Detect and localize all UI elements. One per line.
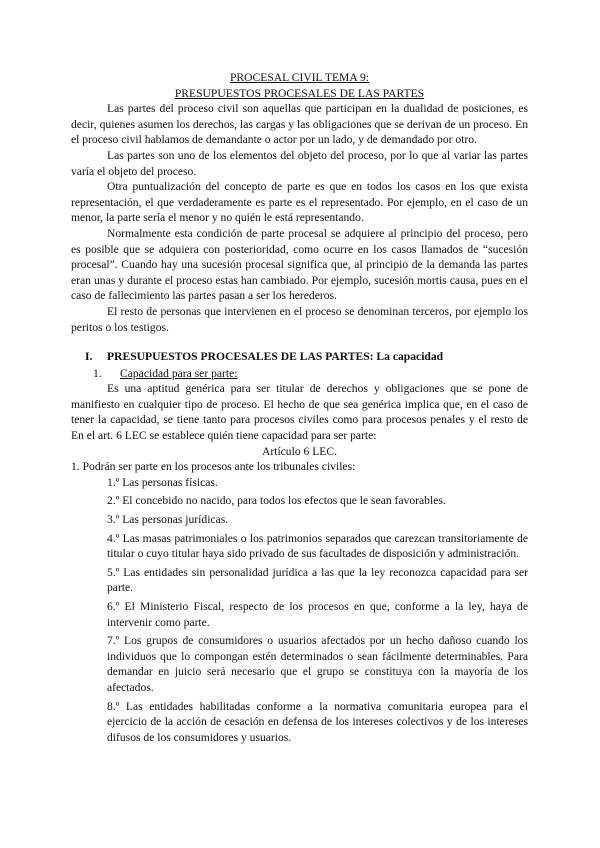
doc-title-line1: PROCESAL CIVIL TEMA 9: — [229, 71, 370, 84]
paragraph-3: Otra puntualización del concepto de parte es que en todos los casos en los que exista representación, el que verdaderamente es parte es el representado. Por ejemplo, en el caso de un menor, la parte sería el menor y no quién le está representando. — [71, 180, 528, 225]
subsection-title: Capacidad para ser parte: — [120, 366, 238, 380]
list-item: 8.º Las entidades habilitadas conforme a la normativa comunitaria europea para el ejercicio de la acción de cesación en defensa de los intereses colectivos y de los intereses difusos de los consumidores y usuarios. — [107, 699, 528, 744]
section-number: I. — [85, 350, 93, 364]
article-intro: 1. Podrán ser parte en los procesos ante los tribunales civiles: — [71, 460, 356, 474]
paragraph-4: Normalmente esta condición de parte procesal se adquiere al principio del proceso, pero es posible que se adquiera con posterioridad, como ocurre en los casos llamados de “sucesión procesal”. Cuando hay una sucesión procesal significa que, al principio de la demanda las partes eran unas y durante el proceso estas han cambiado. Por ejemplo, sucesión mortis causa, pues en el caso de fallecimiento las partes pasan a ser los herederos. — [71, 226, 528, 303]
subsection-paragraph: Es una aptitud genérica para ser titular de derechos y obligaciones que se pone de manifiesto en cualquier tipo de proceso. El hecho de que sea genérica implica que, en el caso de tener la capacidad, se tiene tanto para procesos civiles como para procesos penales y el resto de En el art. 6 LEC se establece quién tiene capacidad para ser parte: — [71, 382, 528, 443]
paragraph-1: Las partes del proceso civil son aquellas que participan en la dualidad de posiciones, es decir, quienes asumen los derechos, las cargas y las obligaciones que se derivan de un proceso. En el proceso civil hablamos de demandante o actor por un lado, y de demandado por otro. — [71, 102, 528, 147]
paragraph-5: El resto de personas que intervienen en el proceso se denominan terceros, por ejemplo los peritos o los testigos. — [71, 304, 528, 334]
list-item: 6.º El Ministerio Fiscal, respecto de los procesos en que, conforme a la ley, haya de intervenir como parte. — [107, 600, 528, 629]
section-heading — [71, 349, 528, 365]
list-item: 2.º El concebido no nacido, para todos los efectos que le sean favorables. — [107, 494, 446, 508]
list-item: 1.º Las personas físicas. — [107, 475, 218, 489]
subsection-number: 1. — [93, 366, 102, 380]
section-title: PRESUPUESTOS PROCESALES DE LAS PARTES: La capacidad — [107, 350, 444, 364]
paragraph-2: Las partes son uno de los elementos del objeto del proceso, por lo que al variar las partes varía el objeto del proceso. — [71, 148, 528, 178]
subsection-heading — [71, 366, 528, 382]
list-item: 3.º Las personas jurídicas. — [107, 513, 229, 527]
list-item: 4.º Las masas patrimoniales o los patrimonios separados que carezcan transitoriamente de titular o cuyo titular haya sido privado de sus facultades de disposición y administración. — [107, 531, 528, 561]
list-item: 5.º Las entidades sin personalidad jurídica a las que la ley reconozca capacidad para ser parte. — [107, 565, 528, 595]
doc-title-line2: PRESUPUESTOS PROCESALES DE LAS PARTES — [174, 86, 425, 100]
article-heading: Artículo 6 LEC. — [261, 444, 338, 458]
list-item: 7.º Los grupos de consumidores o usuarios afectados por un hecho dañoso cuando los individuos que lo compongan estén determinados o sean fácilmente determinables. Para demandar en juicio será necesario que el grupo se constituya con la mayoría de los afectados. — [107, 634, 528, 694]
article-items — [71, 475, 528, 746]
document-page — [71, 70, 528, 748]
